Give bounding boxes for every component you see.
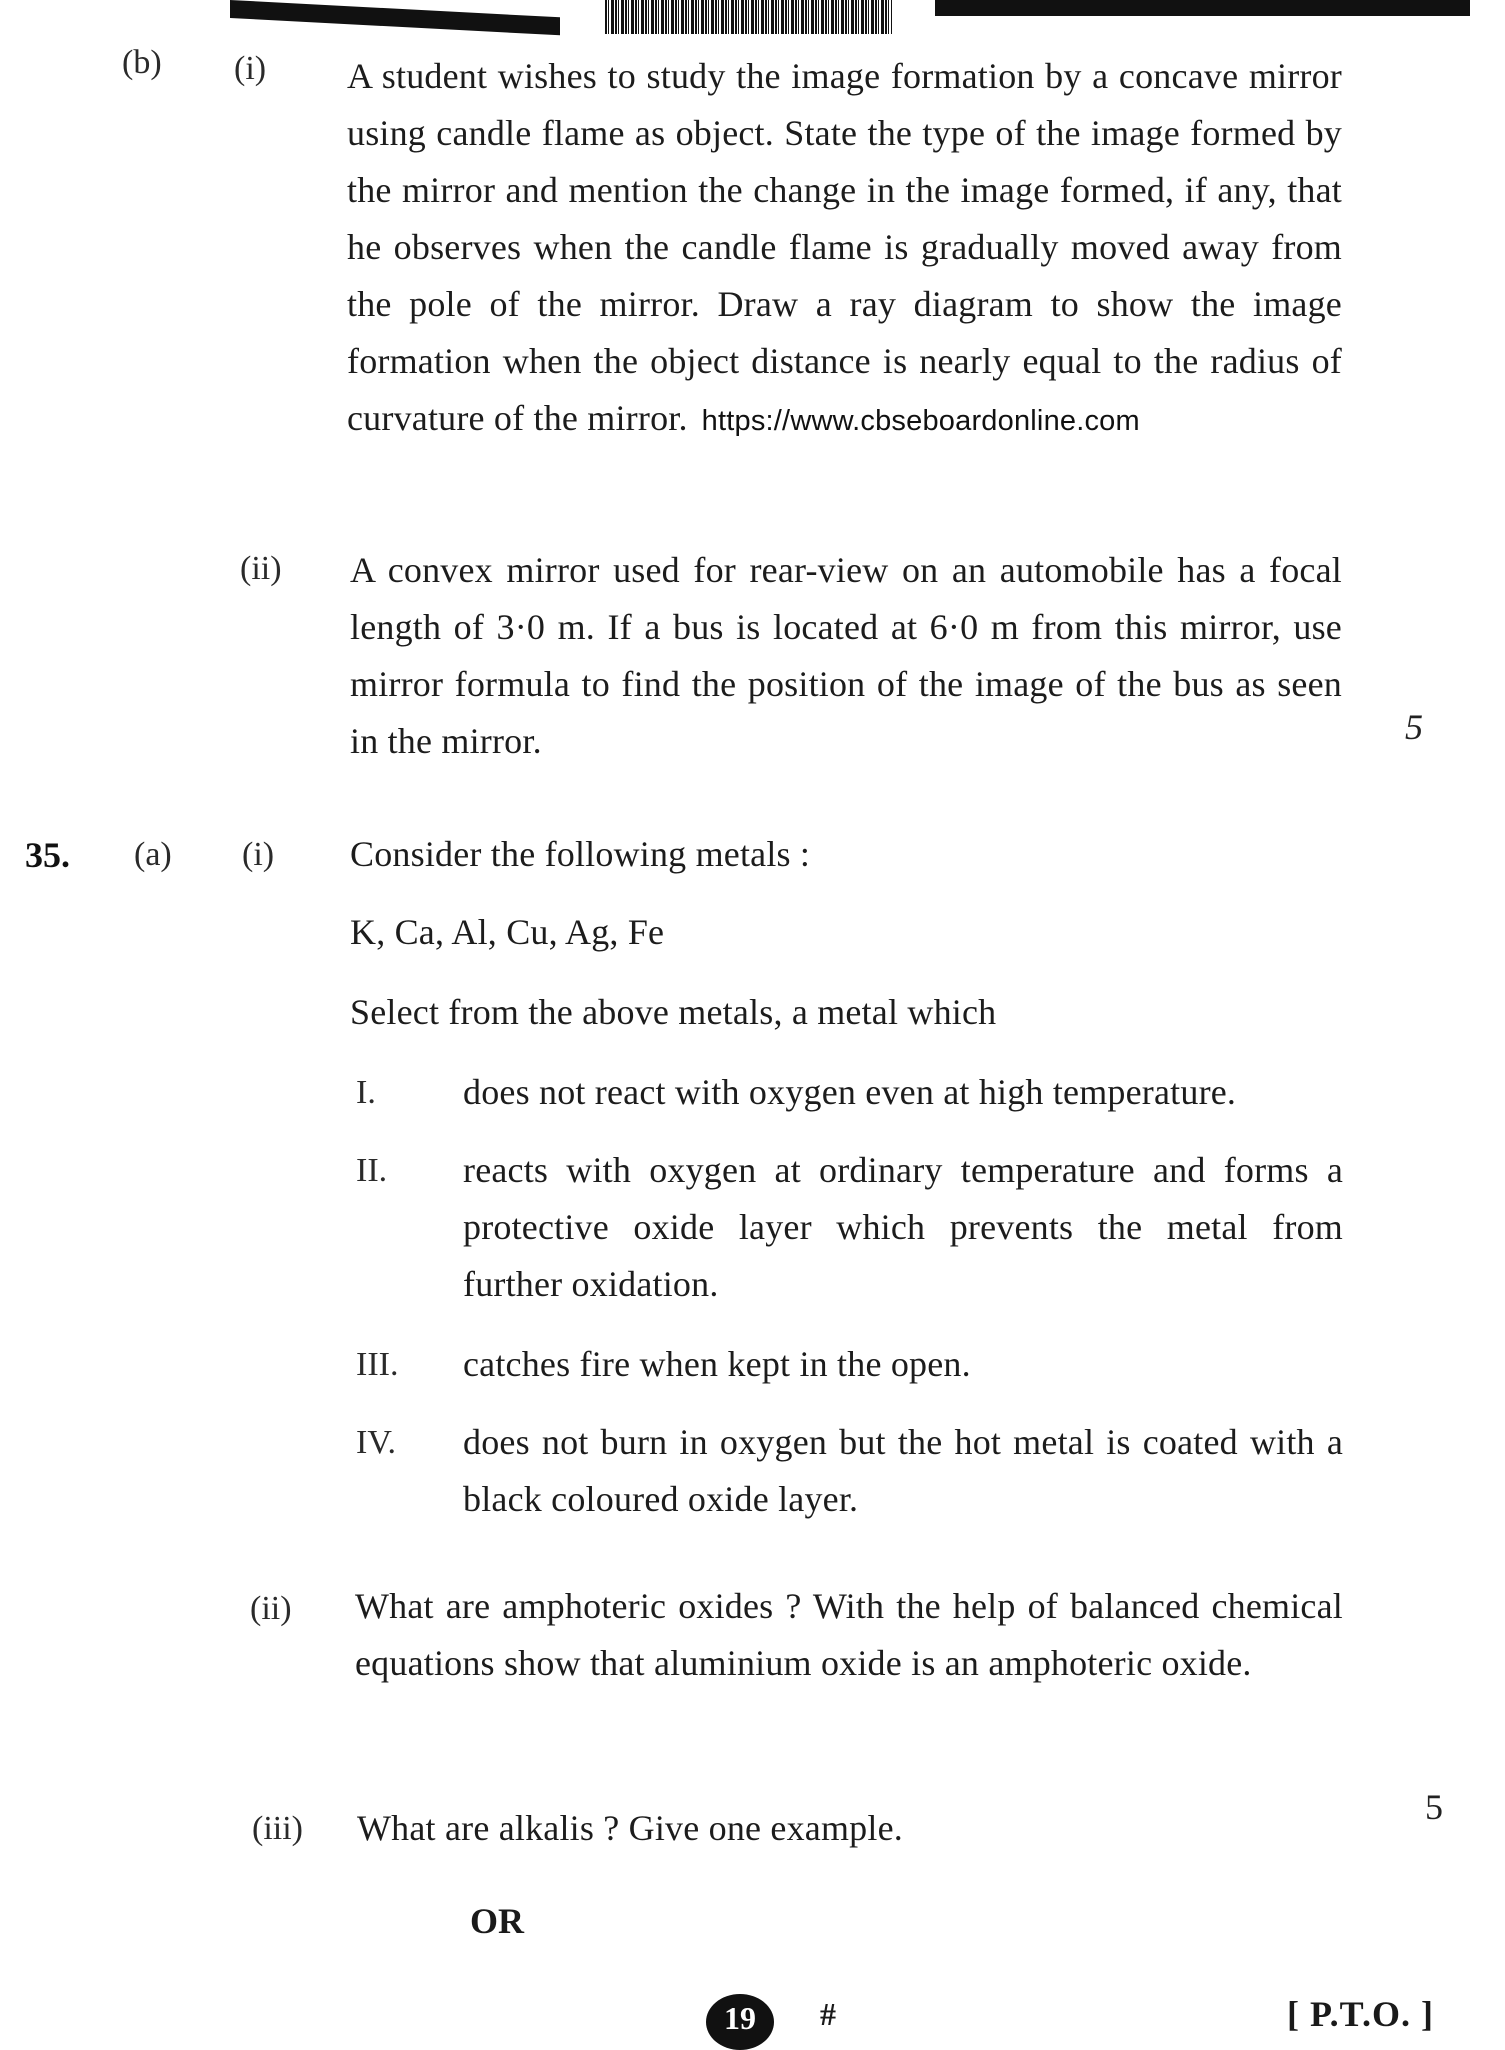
item-label-1: I.	[356, 1074, 376, 1111]
item-text-3: catches fire when kept in the open.	[463, 1344, 971, 1384]
metals-list: K, Ca, Al, Cu, Ag, Fe	[350, 912, 665, 952]
sub-label-i: (i)	[234, 50, 267, 87]
item-label-2: II.	[356, 1152, 388, 1189]
marks-35: 5	[1425, 1787, 1443, 1827]
barcode-icon	[605, 0, 892, 34]
sub-label-ii: (ii)	[250, 1590, 292, 1627]
header-bar-left	[230, 0, 560, 35]
sub-label-iii: (iii)	[252, 1810, 303, 1847]
sub-label-i: (i)	[242, 836, 275, 873]
page-number-badge: 19	[706, 1994, 774, 2050]
part-label-b: (b)	[122, 44, 162, 81]
marks-34b: 5	[1405, 707, 1423, 747]
header-bar-right	[935, 0, 1470, 16]
sub-label-ii: (ii)	[240, 550, 282, 587]
question-35a-intro: Consider the following metals :	[350, 834, 811, 874]
question-34b-ii: A convex mirror used for rear-view on an automobile has a focal length of 3·0 m. If a bus is located at 6·0 m from this mirror, use mirror formula to find the position of the image of the bus as seen in the mirror.	[350, 550, 1342, 761]
part-label-a: (a)	[134, 836, 172, 873]
item-text-2: reacts with oxygen at ordinary temperature and forms a protective oxide layer which prevents the metal from further oxidation.	[463, 1150, 1343, 1304]
item-text-4: does not burn in oxygen but the hot metal is coated with a black coloured oxide layer.	[463, 1422, 1343, 1519]
question-34b-i	[347, 48, 1342, 450]
watermark-url: https://www.cbseboardonline.com	[701, 405, 1140, 437]
hash-mark: #	[820, 1996, 836, 2032]
question-text: A student wishes to study the image formation by a concave mirror using candle flame as object. State the type of the image formed by the mirror and mention the change in the image formed, if any, that he observes when the candle flame is gradually moved away from the pole of the mirror. Draw a ray diagram to show the image formation when the object distance is nearly equal to the radius of curvature of the mirror.	[347, 56, 1342, 438]
item-text-1: does not react with oxygen even at high temperature.	[463, 1072, 1237, 1112]
question-35a-iii: What are alkalis ? Give one example.	[357, 1808, 903, 1848]
item-label-3: III.	[356, 1346, 399, 1383]
question-35a-prompt: Select from the above metals, a metal which	[350, 992, 997, 1032]
or-separator: OR	[470, 1901, 524, 1941]
question-number-35: 35.	[25, 835, 70, 875]
item-label-4: IV.	[356, 1424, 396, 1461]
question-35a-ii: What are amphoteric oxides ? With the help of balanced chemical equations show that aluminium oxide is an amphoteric oxide.	[355, 1586, 1343, 1683]
pto-label: [ P.T.O. ]	[1287, 1994, 1435, 2034]
